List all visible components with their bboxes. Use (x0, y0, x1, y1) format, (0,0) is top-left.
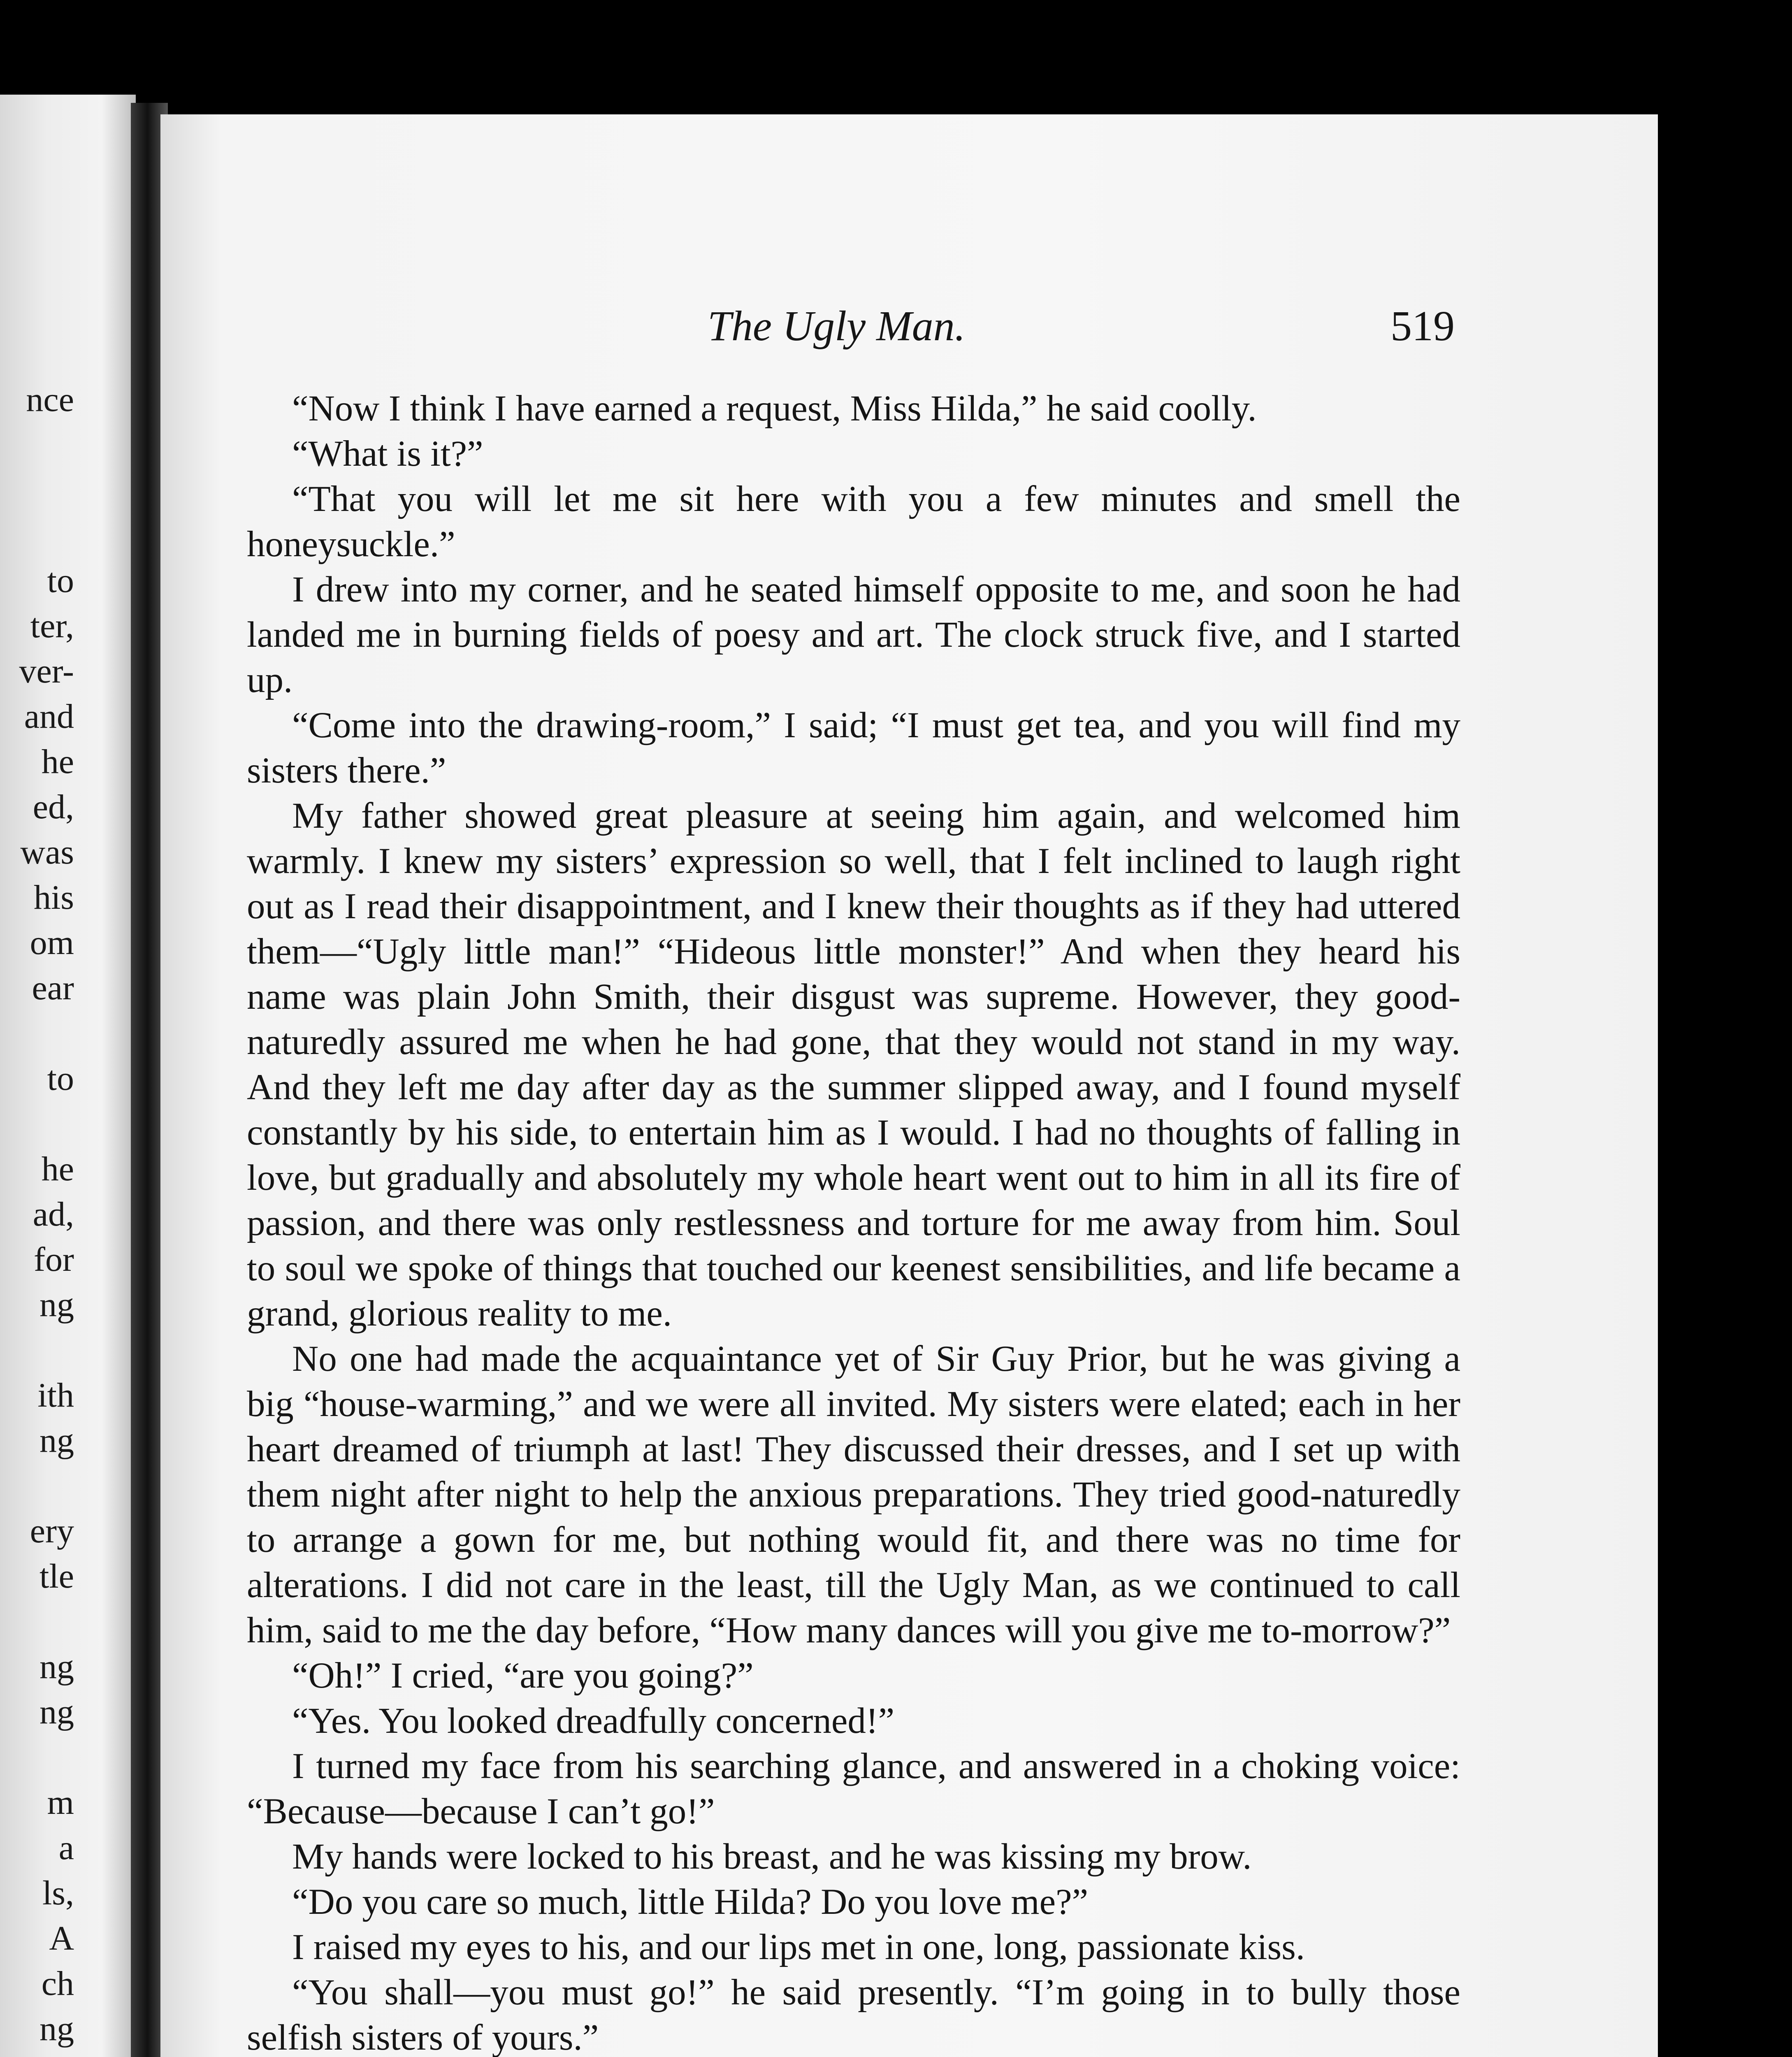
paragraph: No one had made the acquaintance yet of Sir Guy Prior, but he was giving a big “house-warming,” and we were all invited. My sisters were elated; each in her heart dreamed of triumph at last! They discussed their dresses, and I set up with them night after night to help the anxious preparations. They tried good-naturedly to arrange a gown for me, but nothing would fit, and there was no time for alterations. I did not care in the least, till the Ugly Man, as we continued to call him, said to me the day before, “How many dances will you give me to-morrow?” (247, 1339, 1460, 1651)
left-page-fragment: he (41, 1150, 74, 1188)
left-page-fragment: ch (41, 1964, 74, 2003)
left-page-fragment: ng (39, 1421, 74, 1460)
left-page-fragment: ear (32, 969, 74, 1007)
paragraph: “What is it?” (292, 434, 483, 474)
page-number: 519 (1390, 302, 1455, 350)
left-page-fragment: ng (39, 2010, 74, 2048)
left-page-fragment: tle (39, 1557, 74, 1595)
left-page-fragment: ter, (30, 607, 74, 645)
paragraph: “You shall—you must go!” he said presently. “I’m going in to bully those selfish sisters of yours.” (247, 1972, 1460, 2057)
paragraph: My father showed great pleasure at seeing him again, and welcomed him warmly. I knew my sisters’ expression so well, that I felt inclined to laugh right out as I read their disappointment, and I knew their thoughts as if they had uttered them—“Ugly little man!” “Hideous little monster!” And when they heard his name was plain John Smith, their disgust was supreme. However, they good-naturedly assured me when he had gone, that they would not stand in my way. And they left me day after day as the summer slipped away, and I found myself constantly by his side, to entertain him as I would. I had no thoughts of falling in love, but gradually and absolutely my whole heart went out to him in all its fire of passion, and there was only restlessness and torture for me away from him. Soul to soul we spoke of things that touched our keenest sensibilities, and life became a grand, glorious reality to me. (247, 796, 1460, 1334)
left-page-fragment: for (34, 1240, 74, 1279)
paragraph: I drew into my corner, and he seated himself opposite to me, and soon he had landed me in burning fields of poesy and art. The clock struck five, and I started up. (247, 569, 1460, 700)
paragraph: “Now I think I have earned a request, Miss Hilda,” he said coolly. (292, 388, 1257, 429)
left-page-fragment: ery (30, 1512, 74, 1550)
left-page-fragment: to (47, 562, 74, 600)
paragraph: “Come into the drawing-room,” I said; “I must get tea, and you will find my sisters there.” (247, 705, 1460, 791)
left-page-fragment: ad, (32, 1195, 74, 1233)
book-page (160, 114, 1658, 2057)
left-page-fragment: om (30, 924, 74, 962)
paragraph: “That you will let me sit here with you a few minutes and smell the honeysuckle.” (247, 479, 1460, 564)
paragraph: I turned my face from his searching glance, and answered in a choking voice: “Because—because I can’t go!” (247, 1746, 1460, 1832)
left-page-fragment: ith (37, 1376, 74, 1414)
left-page-fragment: ver- (19, 652, 74, 690)
left-page-fragment: a (58, 1829, 74, 1867)
left-page-fragment: was (20, 833, 74, 871)
previous-page-margin (0, 95, 136, 2057)
left-page-fragment: ng (39, 1286, 74, 1324)
left-page-fragment: nce (26, 381, 74, 419)
left-page-fragment: he (41, 743, 74, 781)
paragraph: My hands were locked to his breast, and he was kissing my brow. (292, 1836, 1252, 1877)
left-page-fragment: ed, (32, 788, 74, 826)
left-page-fragment: ng (39, 1693, 74, 1731)
left-page-fragment: A (49, 1919, 74, 1957)
running-head: The Ugly Man. (708, 302, 966, 350)
left-page-fragment: ng (39, 1648, 74, 1686)
paragraph: I raised my eyes to his, and our lips met in one, long, passionate kiss. (292, 1927, 1305, 1967)
body-text (247, 386, 1460, 2057)
paragraph: “Do you care so much, little Hilda? Do you love me?” (292, 1882, 1089, 1922)
left-page-fragment: m (47, 1783, 74, 1822)
left-page-fragment: and (24, 697, 74, 736)
paragraph: “Oh!” I cried, “are you going?” (292, 1655, 754, 1696)
left-page-fragment: ls, (42, 1874, 74, 1912)
paragraph: “Yes. You looked dreadfully concerned!” (292, 1701, 895, 1741)
left-page-fragment: to (47, 1059, 74, 1098)
left-page-fragment: his (33, 878, 74, 917)
